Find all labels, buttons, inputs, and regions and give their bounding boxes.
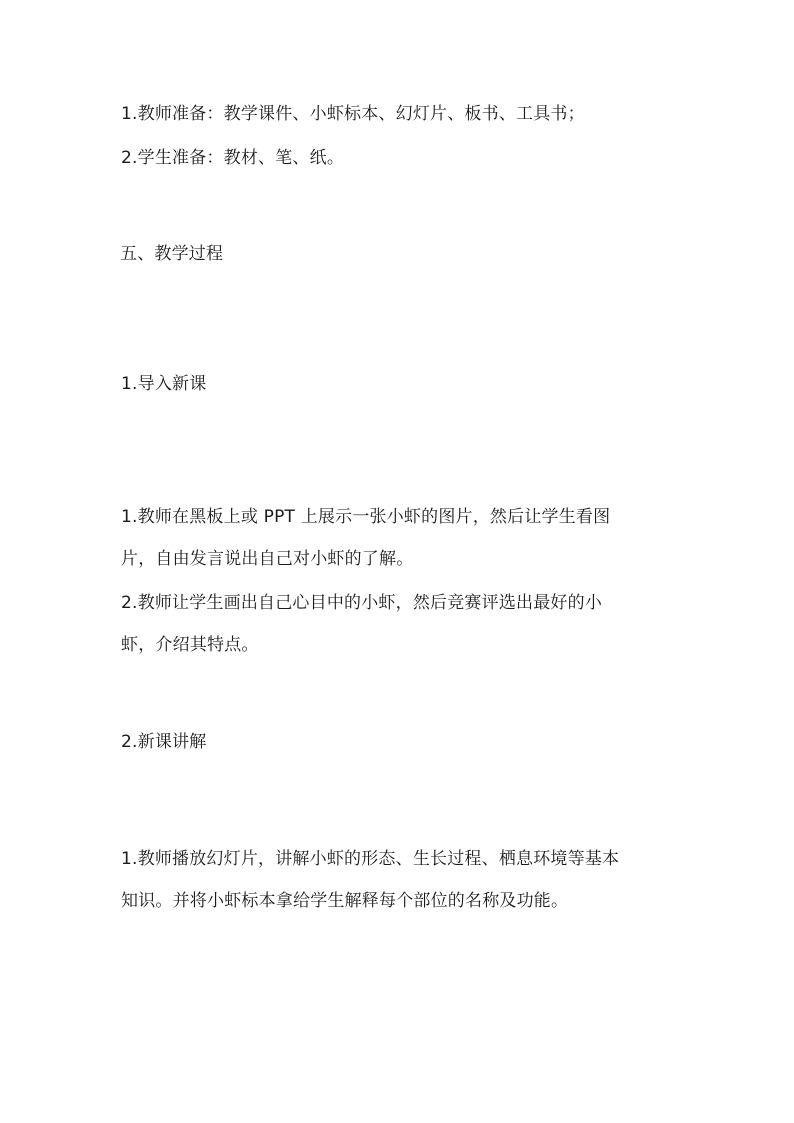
subsection-one-title: 1.导入新课: [121, 374, 207, 394]
section-five-title: 五、教学过程: [120, 244, 224, 264]
intro-item-one-line1: 1.教师在黑板上或 PPT 上展示一张小虾的图片，然后让学生看图: [121, 507, 611, 527]
lecture-item-one-line2: 知识。并将小虾标本拿给学生解释每个部位的名称及功能。: [121, 891, 569, 911]
intro-item-one-line2: 片，自由发言说出自己对小虾的了解。: [121, 549, 414, 569]
lecture-item-one-line1: 1.教师播放幻灯片，讲解小虾的形态、生长过程、栖息环境等基本: [121, 849, 620, 869]
intro-item-two-line2: 虾，介绍其特点。: [121, 635, 259, 655]
subsection-two-title: 2.新课讲解: [121, 732, 207, 752]
prep-student-line: 2.学生准备：教材、笔、纸。: [121, 148, 345, 168]
prep-teacher-line: 1.教师准备：教学课件、小虾标本、幻灯片、板书、工具书；: [121, 104, 585, 124]
intro-item-two-line1: 2.教师让学生画出自己心目中的小虾，然后竞赛评选出最好的小: [121, 593, 603, 613]
